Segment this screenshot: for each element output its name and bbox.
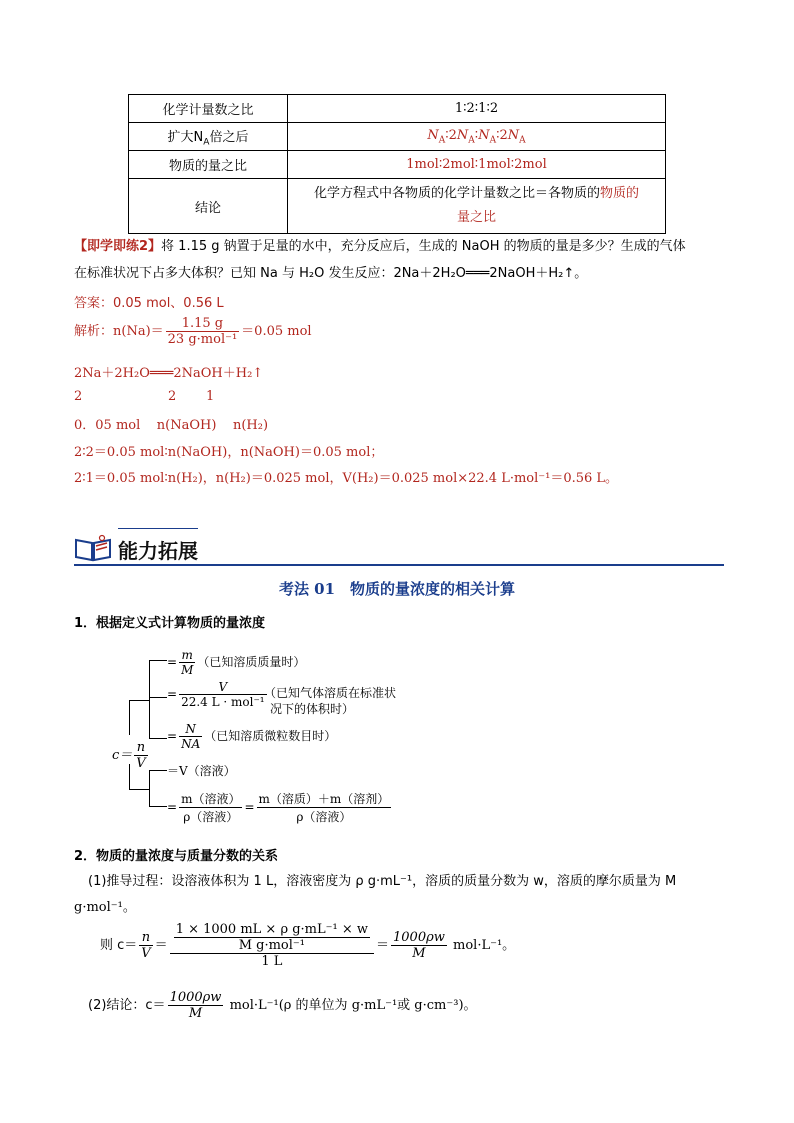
c-definition — [112, 740, 150, 771]
conclusion-label: (2)结论：c＝ — [88, 998, 166, 1013]
analysis-result: ＝0.05 mol — [241, 324, 312, 339]
table-cell-label — [129, 123, 288, 151]
answer: 答案：0.05 mol、0.56 L — [74, 296, 224, 311]
frac-den: M — [181, 663, 194, 677]
header-rule — [74, 564, 724, 566]
part2-p1a: (1)推导过程：设溶液体积为 1 L，溶液密度为 ρ g·mL⁻¹，溶质的质量分数为 w，溶质的摩尔质量为 M — [88, 874, 677, 889]
tree-line — [149, 806, 167, 807]
tree-line — [129, 700, 149, 701]
frac-num: 1.15 g — [181, 316, 224, 331]
big-num — [170, 922, 374, 953]
analysis-label: 解析：n(Na)＝ — [74, 324, 164, 339]
frac-num: 1000ρw — [169, 990, 222, 1005]
branch-note: （已知气体溶质在标准状 — [264, 686, 397, 700]
tree-line — [129, 789, 149, 790]
table-row — [129, 179, 666, 234]
c-label: c＝ — [112, 748, 133, 763]
coef-3: 1 — [206, 389, 215, 404]
tree-line — [149, 770, 150, 806]
part1-heading: 1．根据定义式计算物质的量浓度 — [74, 616, 266, 631]
part2-heading: 2．物质的量浓度与质量分数的关系 — [74, 849, 279, 864]
coef-2: 2 — [168, 389, 177, 404]
frac-num: m（溶液） — [181, 792, 241, 806]
branch-2-note — [264, 685, 396, 717]
table-row — [129, 123, 666, 151]
equation: 2Na＋2H₂O═══2NaOH＋H₂↑ — [74, 366, 264, 381]
tree-line — [149, 697, 167, 698]
big-fraction — [170, 922, 374, 969]
header-top-rule — [118, 528, 198, 529]
exercise-text: 将 1.15 g 钠置于足量的水中，充分反应后，生成的 NaOH 的物质的量是多少？生成的气体 — [161, 239, 686, 254]
exercise-text-1 — [74, 235, 686, 254]
coef-1: 2 — [74, 389, 83, 404]
table-row — [129, 95, 666, 123]
frac-num: n — [136, 740, 146, 755]
unit: mol·L⁻¹。 — [453, 938, 516, 953]
frac-den: M — [168, 1005, 224, 1021]
frac-den: 22.4 L · mol⁻¹ — [181, 695, 265, 709]
frac-den: 1 L — [170, 953, 374, 969]
table-cell-label: 结论 — [129, 179, 288, 234]
section-title: 能力拓展 — [118, 539, 198, 563]
conclusion — [88, 990, 477, 1021]
branch-5: = $\frac{\text{m（溶液）}}{\text{ρ（溶液）}}$ = $\frac{\text{m（溶质）＋m（溶剂）}}{\text{ρ（溶液）}}$ — [167, 792, 390, 824]
branch-4: ＝V（溶液） — [167, 764, 236, 778]
branch-3: = $\frac{N}{NA}$ （已知溶质微粒数目时） — [167, 722, 337, 751]
conclusion-b: 物质的 — [600, 186, 640, 201]
tree-line — [149, 660, 167, 661]
frac-num: m（溶质）＋m（溶剂） — [258, 792, 390, 806]
exercise-text-2: 在标准状况下占多大体积？已知 Na 与 H₂O 发生反应：2Na＋2H₂O═══2NaOH＋H₂↑。 — [74, 266, 588, 281]
frac-num: 1000ρw — [393, 930, 445, 945]
branch-note: （已知溶质质量时） — [197, 655, 306, 669]
derivation: 则 c＝ $\frac{n}{V}$ ＝ $\frac{\frac{\text{1 × 1000 mL × ρ g·mL⁻¹ × w}}{\text{M g·mol⁻¹}}}{1 L}$ ＝ $\frac{1000\rho w}{M}$ mol·L⁻¹。 — [100, 922, 516, 969]
tree-line — [149, 770, 167, 771]
label-sub: A — [203, 137, 210, 148]
frac-den: V — [141, 946, 151, 961]
tree-line — [149, 660, 150, 738]
branch-note: （已知溶质微粒数目时） — [204, 729, 337, 743]
c-fraction — [134, 740, 147, 771]
conclusion-unit: mol·L⁻¹(ρ 的单位为 g·mL⁻¹或 g·cm⁻³)。 — [229, 998, 477, 1013]
values-line: 0．05 mol n(NaOH) n(H₂) — [74, 418, 269, 433]
frac-num: V — [218, 680, 228, 694]
analysis-fraction — [166, 316, 240, 347]
na-symbol: N — [427, 127, 439, 143]
frac-num: m — [181, 648, 193, 662]
frac-den: M — [391, 945, 447, 961]
branch-2: = $\frac{V}{\text{22.4 L · mol⁻¹}}$ — [167, 680, 265, 709]
section-subtitle: 考法 01 物质的量浓度的相关计算 — [278, 580, 516, 598]
frac-num: n — [141, 930, 151, 945]
exercise-tag: 【即学即练2】 — [74, 239, 162, 254]
frac-den: M g·mol⁻¹ — [174, 937, 370, 953]
table-cell-value: 1mol∶2mol∶1mol∶2mol — [288, 151, 666, 179]
frac-den: V — [136, 756, 146, 771]
tree-line — [129, 764, 130, 789]
frac-den: 23 g·mol⁻¹ — [167, 332, 238, 347]
frac-num: N — [185, 722, 196, 736]
conclusion-c: 量之比 — [456, 210, 496, 225]
ratio-table — [128, 94, 666, 234]
frac-den: ρ（溶液） — [257, 807, 392, 825]
table-cell-value: 1∶2∶1∶2 — [288, 95, 666, 123]
book-icon — [74, 534, 112, 562]
table-cell-label: 物质的量之比 — [129, 151, 288, 179]
table-cell-label: 化学计量数之比 — [129, 95, 288, 123]
label-tail: 倍之后 — [209, 129, 249, 145]
conclusion-a: 化学方程式中各物质的化学计量数之比＝各物质的 — [313, 186, 600, 201]
analysis-line — [74, 316, 312, 347]
frac-num: 1 × 1000 mL × ρ g·mL⁻¹ × w — [175, 922, 368, 937]
table-row — [129, 151, 666, 179]
ratio-2: 2∶1＝0.05 mol∶n(H₂)，n(H₂)＝0.025 mol，V(H₂)＝0.025 mol×22.4 L·mol⁻¹＝0.56 L。 — [74, 471, 619, 486]
tree-line — [149, 738, 167, 739]
part2-p1b: g·mol⁻¹。 — [74, 900, 136, 915]
frac-den: ρ（溶液） — [179, 807, 242, 825]
branch-note: 况下的体积时） — [270, 702, 355, 716]
label-text: 扩大N — [167, 129, 204, 145]
frac-den: NA — [181, 737, 201, 751]
branch-1: = $\frac{m}{M}$ （已知溶质质量时） — [167, 648, 306, 677]
ratio-1: 2∶2＝0.05 mol∶n(NaOH)，n(NaOH)＝0.05 mol； — [74, 445, 384, 460]
table-cell-value: $N_A∶2N_A∶N_A∶2N_A$ — [288, 123, 666, 151]
then-label: 则 c＝ — [100, 938, 138, 953]
table-cell-value — [288, 179, 666, 234]
tree-line — [129, 700, 130, 735]
